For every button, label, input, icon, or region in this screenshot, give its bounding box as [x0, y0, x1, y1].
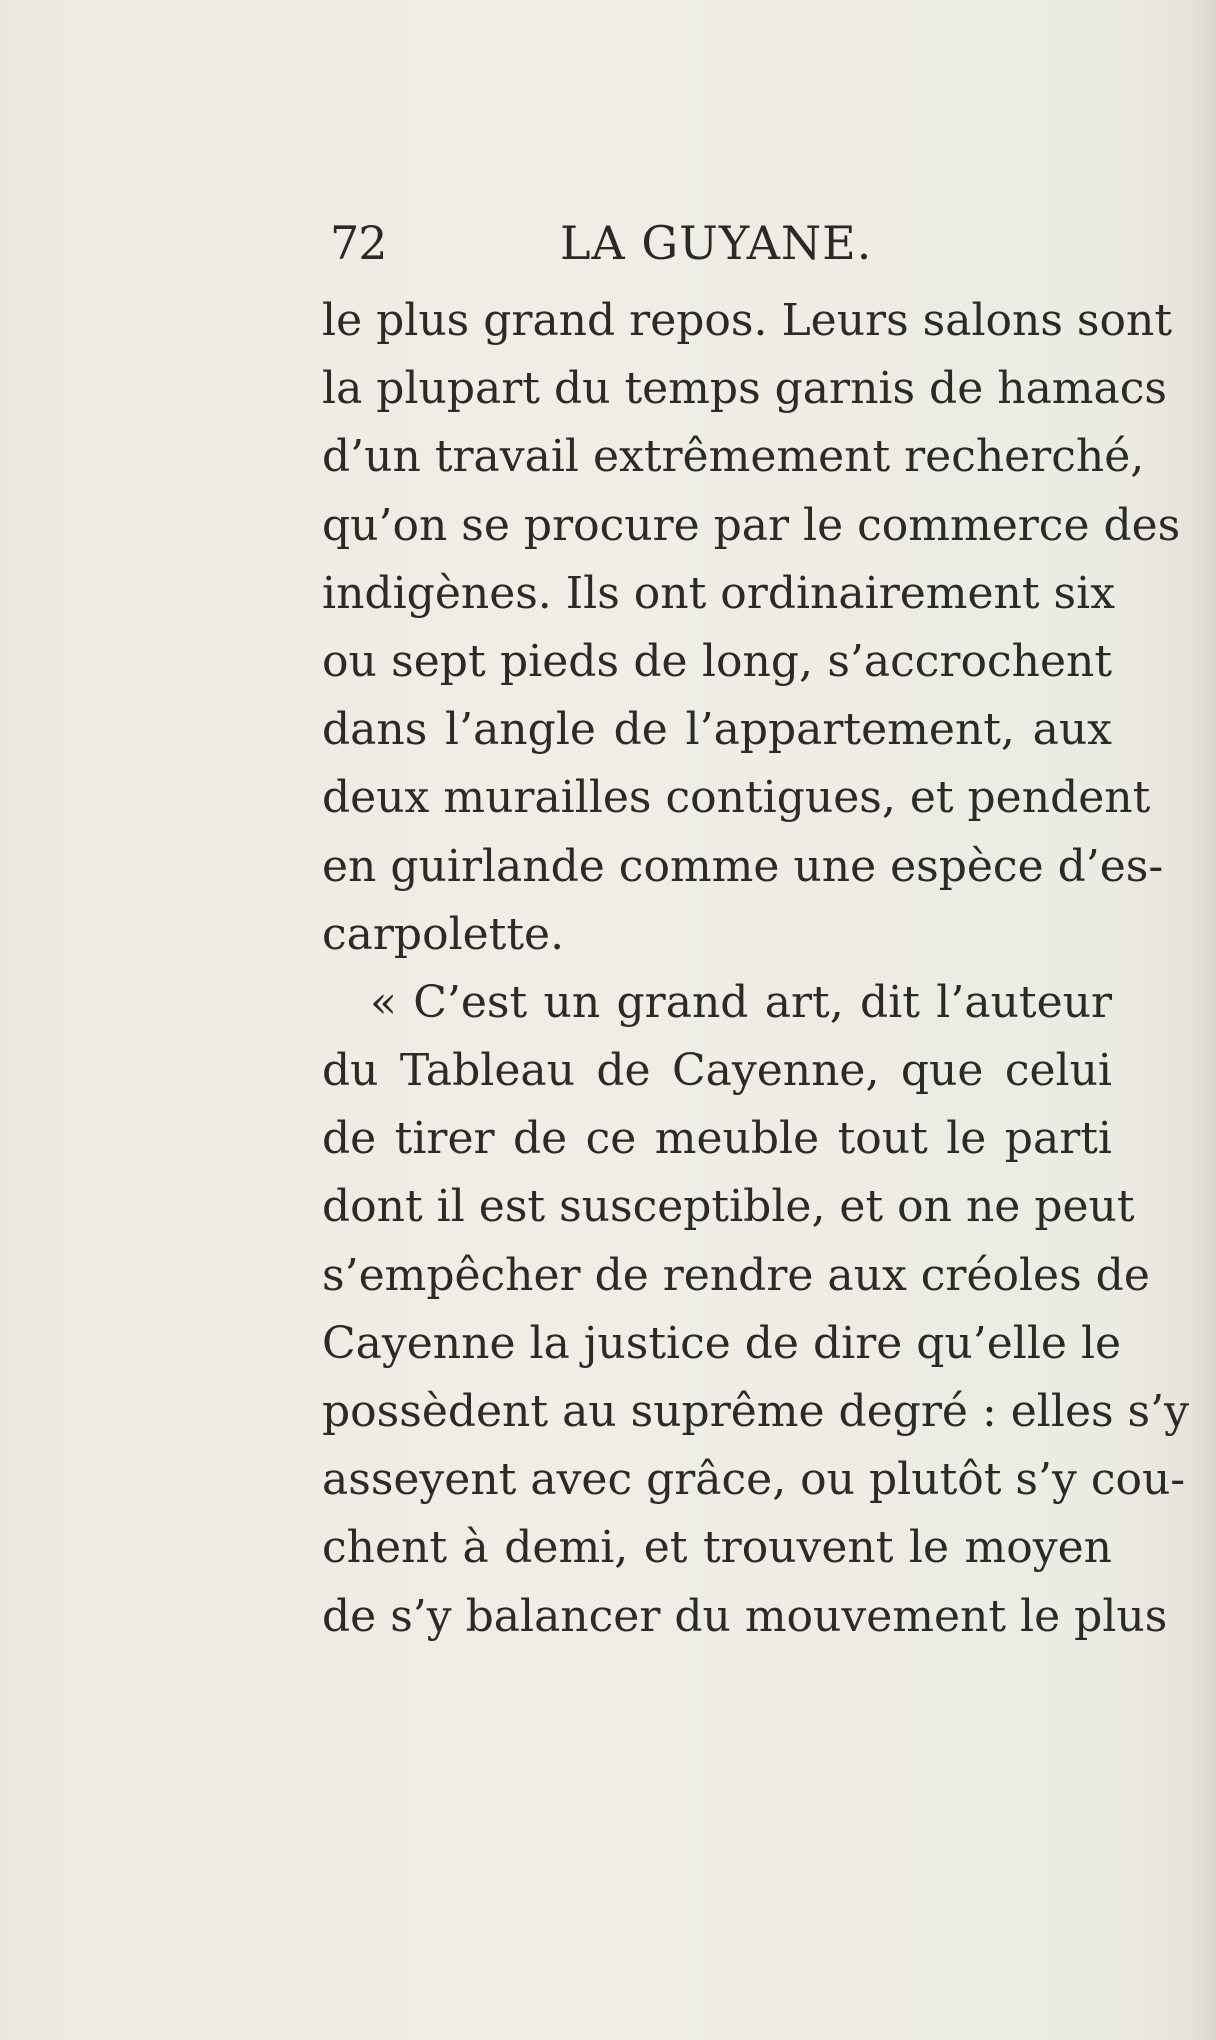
text-line: de tirer de ce meuble tout le parti — [322, 1113, 1112, 1165]
text-line: de s’y balancer du mouvement le plus — [322, 1590, 1168, 1642]
text-line: indigènes. Ils ont ordinairement six — [322, 567, 1116, 619]
paragraph-start-line: « C’est un grand art, dit l’auteur — [370, 976, 1112, 1028]
text-line: s’empêcher de rendre aux créoles de — [322, 1249, 1150, 1301]
paragraph-end-line: carpolette. — [322, 908, 565, 960]
body-text — [322, 287, 1189, 1651]
text-line: d’un travail extrêmement recherché, — [322, 431, 1145, 483]
text-line: dans l’angle de l’appartement, aux — [322, 704, 1112, 756]
running-head — [330, 213, 890, 273]
text-line: le plus grand repos. Leurs salons sont — [322, 295, 1173, 346]
running-title: LA GUYANE. — [560, 216, 873, 270]
text-line: ou sept pieds de long, s’accrochent — [322, 635, 1112, 687]
page-number: 72 — [330, 216, 387, 270]
text-line: la plupart du temps garnis de hamacs — [322, 363, 1167, 415]
text-line: dont il est susceptible, et on ne peut — [322, 1181, 1135, 1233]
text-line: deux murailles contigues, et pendent — [322, 772, 1151, 824]
text-line: du Tableau de Cayenne, que celui — [322, 1045, 1112, 1097]
text-line: Cayenne la justice de dire qu’elle le — [322, 1317, 1122, 1369]
text-line: asseyent avec grâce, ou plutôt s’y cou- — [322, 1454, 1186, 1506]
text-line: chent à demi, et trouvent le moyen — [322, 1522, 1112, 1574]
text-line: en guirlande comme une espèce d’es- — [322, 840, 1164, 892]
text-line: qu’on se procure par le commerce des — [322, 499, 1181, 551]
text-line: possèdent au suprême degré : elles s’y — [322, 1386, 1189, 1437]
